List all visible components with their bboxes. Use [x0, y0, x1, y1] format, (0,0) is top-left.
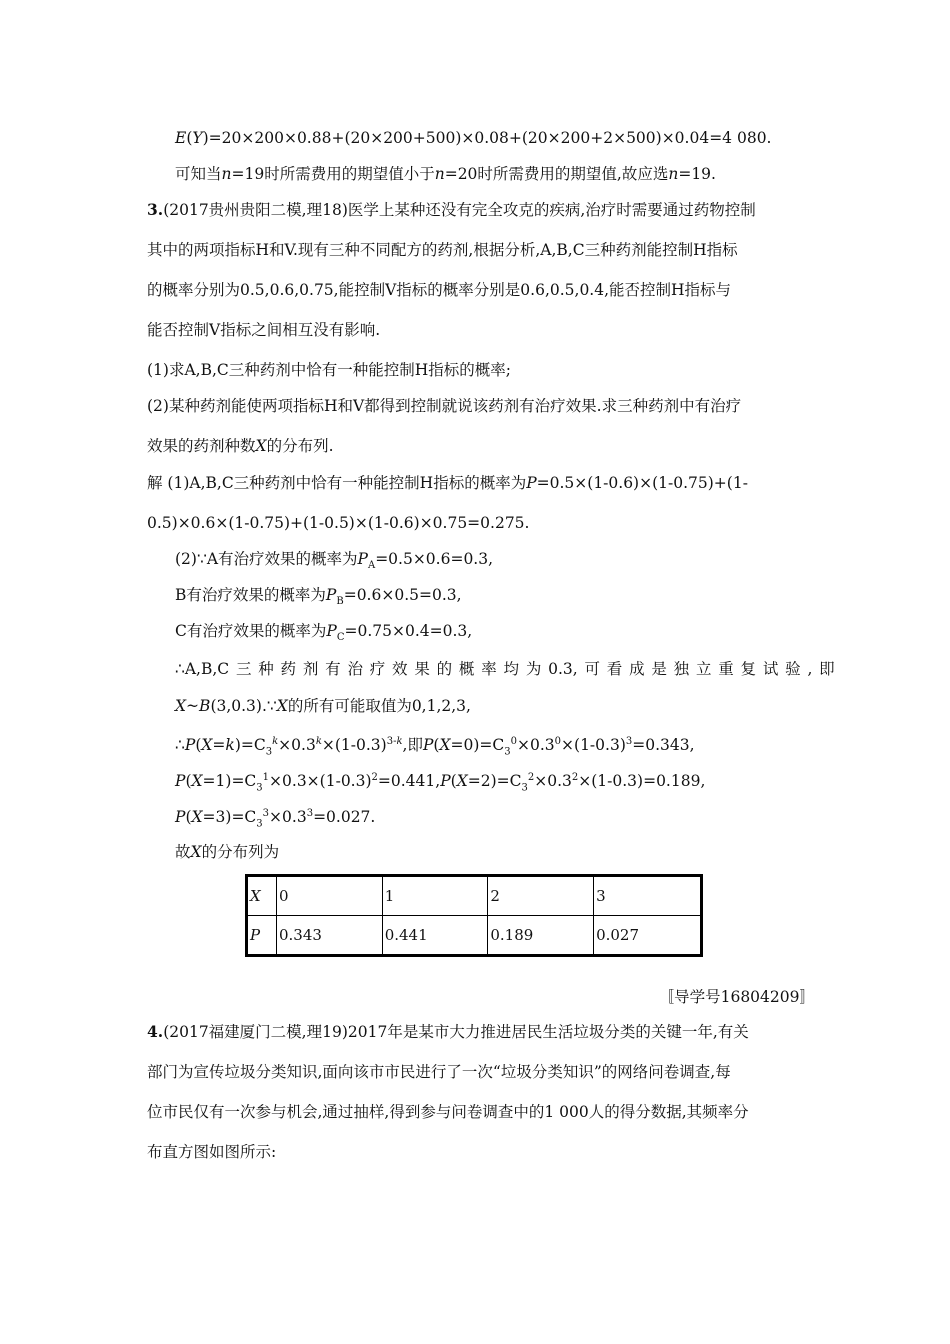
table-cell: 0.441 — [382, 916, 488, 956]
problem3-question-2: (2)某种药剂能使两项指标H和V都得到控制就说该药剂有治疗效果.求三种药剂中有治疗 — [147, 397, 742, 415]
solution-pk: $\therefore P(X=k)=C_3^k\times 0.3^k\times(1-0.3)^{3-k}$,即$P(X=0)=C_3^0\times 0.3^0\times(1-0.3)^3=0.343$, — [175, 736, 695, 758]
table-cell: 0.189 — [488, 916, 594, 956]
distribution-table — [245, 874, 703, 957]
solution-pb: B有治疗效果的概率为$P_B=0.6\times 0.5=0.3$, — [175, 586, 462, 608]
solution-binomial: X~B(3,0.3).∵X的所有可能取值为0,1,2,3, — [175, 697, 471, 715]
conclusion-line: 可知当n=19时所需费用的期望值小于n=20时所需费用的期望值,故应选n=19. — [175, 165, 716, 183]
problem3-number: 3. — [147, 200, 164, 219]
table-cell: 3 — [594, 876, 702, 916]
problem3-line-3: 的概率分别为0.5,0.6,0.75,能控制V指标的概率分别是0.6,0.5,0.4,能否控制H指标与 — [147, 281, 732, 299]
solution-p3: $P(X=3)=C_3^3\times 0.3^3=0.027$. — [175, 808, 376, 830]
problem3-line-2: 其中的两项指标H和V.现有三种不同配方的药剂,根据分析,A,B,C三种药剂能控制H指标 — [147, 241, 738, 259]
solution-p1-p2: $P(X=1)=C_3^1\times 0.3\times(1-0.3)^2=0.441,P(X=2)=C_3^2\times 0.3^2\times(1-0.3)=0.189$, — [175, 772, 706, 794]
problem3-question-1: (1)求A,B,C三种药剂中恰有一种能控制H指标的概率; — [147, 361, 511, 379]
table-cell: 2 — [488, 876, 594, 916]
table-row — [247, 916, 702, 956]
problem4-line-3: 位市民仅有一次参与机会,通过抽样,得到参与问卷调查中的1 000人的得分数据,其频率分 — [147, 1103, 749, 1121]
solution-table-intro: 故X的分布列为 — [175, 843, 280, 861]
problem3-question-2b: 效果的药剂种数X的分布列. — [147, 437, 334, 455]
solution-pc: C有治疗效果的概率为$P_C=0.75\times 0.4=0.3$, — [175, 622, 473, 644]
problem3-line-4: 能否控制V指标之间相互没有影响. — [147, 321, 381, 339]
table-cell: P — [247, 916, 277, 956]
problem4-number: 4. — [147, 1022, 164, 1041]
problem4-line-2: 部门为宣传垃圾分类知识,面向该市市民进行了一次“垃圾分类知识”的网络问卷调查,每 — [147, 1063, 731, 1081]
solution-independent: ∴A,B,C 三 种 药 剂 有 治 疗 效 果 的 概 率 均 为 0.3, 可 看 成 是 独 立 重 复 试 验 , 即 — [175, 660, 835, 678]
table-row — [247, 876, 702, 916]
table-cell: 0 — [277, 876, 383, 916]
table-cell: 0.027 — [594, 916, 702, 956]
solution-line-2: 0.5)×0.6×(1-0.75)+(1-0.5)×(1-0.6)×0.75=0.275. — [147, 514, 530, 532]
solution-pa: (2)∵A有治疗效果的概率为$P_A=0.5\times 0.6=0.3$, — [175, 550, 494, 572]
guide-reference: 〚导学号16804209〛 — [658, 988, 815, 1006]
problem4-line-1: 4.(2017福建厦门二模,理19)2017年是某市大力推进居民生活垃圾分类的关键一年,有关 — [147, 1022, 749, 1041]
solution-line-1: 解 (1)A,B,C三种药剂中恰有一种能控制H指标的概率为P=0.5×(1-0.6)×(1-0.75)+(1- — [147, 474, 748, 492]
problem3-line-1: 3.(2017贵州贵阳二模,理18)医学上某种还没有完全攻克的疾病,治疗时需要通过药物控制 — [147, 200, 756, 219]
table-cell: X — [247, 876, 277, 916]
expectation-line: E(Y)=20×200×0.88+(20×200+500)×0.08+(20×200+2×500)×0.04=4 080. — [175, 129, 772, 147]
table-cell: 1 — [382, 876, 488, 916]
problem4-line-4: 布直方图如图所示: — [147, 1143, 277, 1161]
table-cell: 0.343 — [277, 916, 383, 956]
